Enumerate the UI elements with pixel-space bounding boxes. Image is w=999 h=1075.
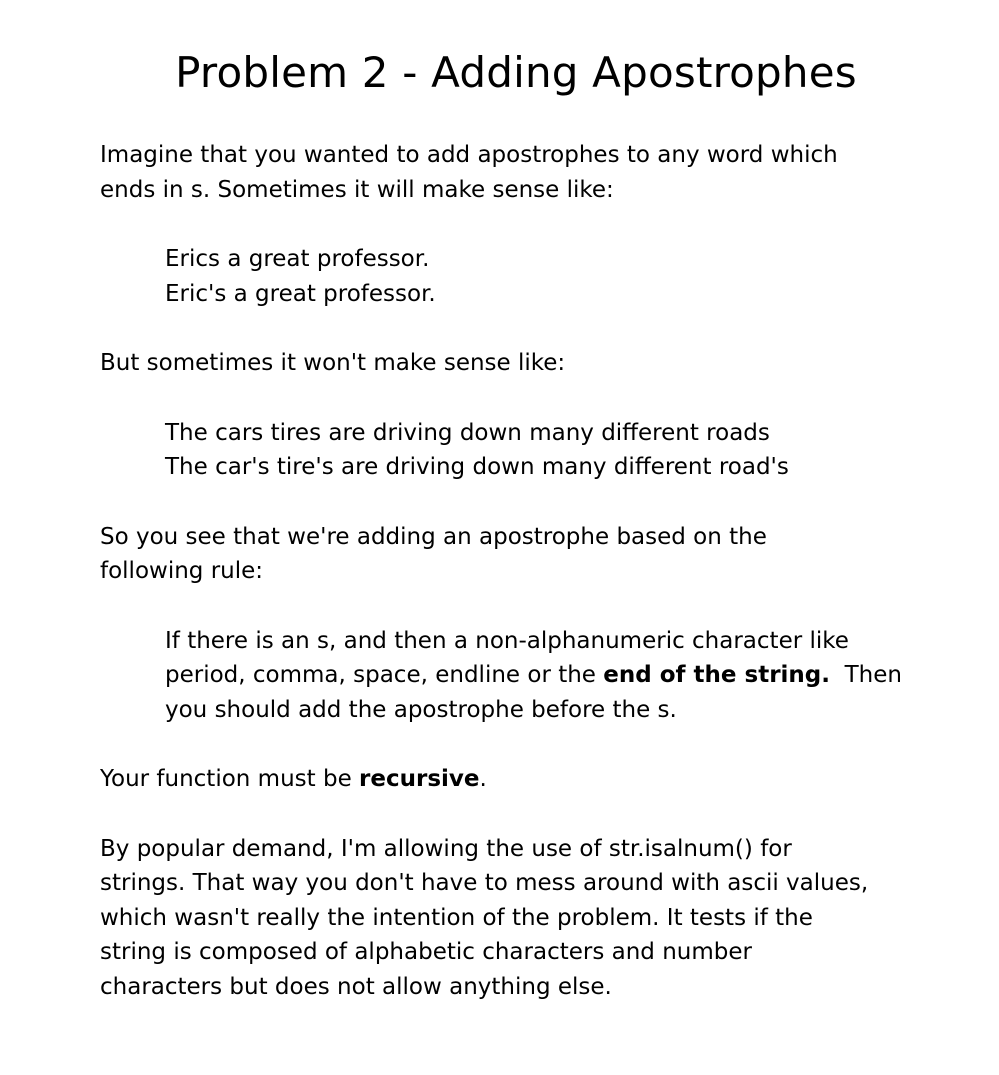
rule-emphasis: end of the string. [603,662,831,688]
intro-line-1: Imagine that you wanted to add apostrophes to any word which [100,142,838,168]
rule-paragraph [100,624,960,728]
recursive-text: Your function must be [100,766,360,792]
intro-paragraph [100,138,960,207]
popular-line-5: characters but does not allow anything else. [100,973,612,1000]
rule-line-3: you should add the apostrophe before the s. [165,696,677,723]
recursive-emphasis: recursive [359,766,480,792]
example-nonsensical-before: The cars tires are driving down many different roads [165,419,770,446]
rule-intro-line-1: So you see that we're adding an apostrophe based on the [100,523,767,550]
recursive-period: . [479,766,487,792]
page-title: Problem 2 - Adding Apostrophes [175,48,857,97]
example-nonsensical-after: The car's tire's are driving down many different road's [165,454,789,480]
intro-line-2: ends in s. Sometimes it will make sense like: [100,176,614,203]
but-line: But sometimes it won't make sense like: [100,350,566,376]
recursive-line [100,762,960,797]
popular-line-1: By popular demand, I'm allowing the use of str.isalnum() for [100,835,792,862]
rule-line-2 [165,658,960,693]
example-sensible [100,242,960,311]
popular-line-4: string is composed of alphabetic characters and number [100,939,752,965]
but-paragraph [100,346,960,381]
example-sensible-after: Eric's a great professor. [165,280,436,307]
popular-line-3: which wasn't really the intention of the problem. It tests if the [100,904,813,931]
rule-intro-paragraph [100,520,960,589]
example-nonsensical [100,416,960,485]
document-body [100,138,960,1039]
popular-line-2: strings. That way you don't have to mess around with ascii values, [100,870,869,896]
rule-intro-line-2: following rule: [100,558,264,584]
example-sensible-before: Erics a great professor. [165,246,430,272]
popular-demand-paragraph [100,832,960,1005]
rule-line-2-text: period, comma, space, endline or the [165,662,604,688]
recursive-paragraph [100,762,960,797]
rule-line-1: If there is an s, and then a non-alphanumeric character like [165,627,849,654]
rule-line-2-tail: Then [830,662,902,688]
